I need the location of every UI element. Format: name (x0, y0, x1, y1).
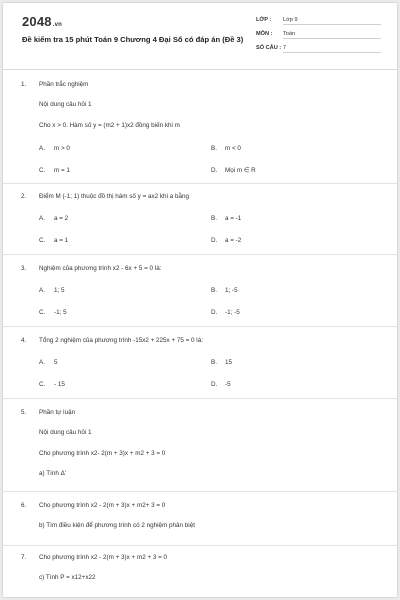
question-count-label: SỐ CÂU : (256, 45, 282, 51)
logo-suffix: .vn (52, 22, 63, 28)
option-c-text[interactable]: a = 1 (54, 237, 69, 244)
class-value: Lớp 9 (283, 17, 381, 25)
question-number: 3. (21, 265, 27, 272)
option-c-letter: C. (39, 167, 46, 174)
question-text: Cho phương trình x2- 2(m + 3)x + m2 + 3 = 0 (39, 450, 166, 457)
class-label: LỚP : (256, 17, 272, 23)
header-divider (3, 69, 397, 70)
exam-page (3, 3, 397, 597)
question-text: Tổng 2 nghiệm của phương trình -15x2 + 225x + 75 = 0 là: (39, 337, 203, 344)
option-b-text[interactable]: 15 (225, 359, 233, 366)
option-d-letter: D. (211, 167, 218, 174)
option-a-text[interactable]: 5 (54, 359, 58, 366)
subject-value: Toán (283, 31, 381, 39)
option-b-letter: B. (211, 359, 217, 366)
question-count-value: 7 (283, 45, 381, 53)
exam-header (3, 3, 397, 63)
question-part: c) Tính P = x12+x22 (39, 574, 96, 581)
subject-label: MÔN : (256, 31, 273, 37)
option-d-letter: D. (211, 237, 218, 244)
question-text: Điểm M (-1; 1) thuộc đồ thị hàm số y = ax2 khi a bằng (39, 193, 189, 200)
option-d-letter: D. (211, 381, 218, 388)
option-c-text[interactable]: m = 1 (54, 167, 70, 174)
option-d-text[interactable]: a = -2 (225, 237, 242, 244)
site-logo[interactable] (22, 14, 62, 29)
option-c-letter: C. (39, 381, 46, 388)
option-a-letter: A. (39, 145, 45, 152)
question-text: Cho x > 0. Hàm số y = (m2 + 1)x2 đồng biến khi m (39, 122, 180, 129)
option-b-letter: B. (211, 145, 217, 152)
option-a-text[interactable]: a = 2 (54, 215, 69, 222)
question-part: a) Tính Δ' (39, 470, 66, 477)
question-subtitle: Nội dung câu hỏi 1 (39, 101, 92, 108)
question-text: Cho phương trình x2 - 2(m + 3)x + m2+ 3 = 0 (39, 502, 166, 509)
option-c-text[interactable]: -1; 5 (54, 309, 67, 316)
option-c-letter: C. (39, 309, 46, 316)
question-number: 5. (21, 409, 27, 416)
question-number: 7. (21, 554, 27, 561)
option-c-text[interactable]: - 15 (54, 381, 65, 388)
question-divider (3, 326, 397, 327)
question-divider (3, 254, 397, 255)
option-b-text[interactable]: a = -1 (225, 215, 242, 222)
option-a-letter: A. (39, 287, 45, 294)
option-a-letter: A. (39, 359, 45, 366)
option-a-text[interactable]: m > 0 (54, 145, 70, 152)
section-heading: Phần tự luận (39, 409, 76, 416)
question-divider (3, 545, 397, 546)
question-text: Cho phương trình x2 - 2(m + 3)x + m2 + 3 = 0 (39, 554, 168, 561)
section-heading: Phần trắc nghiệm (39, 81, 89, 88)
option-d-text[interactable]: -1; -5 (225, 309, 240, 316)
exam-title: Đề kiểm tra 15 phút Toán 9 Chương 4 Đại Số có đáp án (Đề 3) (22, 35, 244, 44)
question-number: 1. (21, 81, 27, 88)
question-divider (3, 183, 397, 184)
question-divider (3, 491, 397, 492)
question-number: 6. (21, 502, 27, 509)
option-b-letter: B. (211, 215, 217, 222)
option-d-text[interactable]: -5 (225, 381, 231, 388)
option-b-text[interactable]: m < 0 (225, 145, 241, 152)
option-b-text[interactable]: 1; -5 (225, 287, 238, 294)
option-d-text[interactable]: Mọi m ∈ R (225, 167, 256, 174)
logo-main: 2048 (22, 14, 52, 29)
option-d-letter: D. (211, 309, 218, 316)
question-text: Nghiệm của phương trình x2 - 6x + 5 = 0 là: (39, 265, 162, 272)
question-part: b) Tìm điều kiện để phương trình có 2 nghiệm phân biệt (39, 522, 195, 529)
question-number: 4. (21, 337, 27, 344)
option-c-letter: C. (39, 237, 46, 244)
question-divider (3, 398, 397, 399)
option-a-letter: A. (39, 215, 45, 222)
question-subtitle: Nội dung câu hỏi 1 (39, 429, 92, 436)
option-b-letter: B. (211, 287, 217, 294)
question-number: 2. (21, 193, 27, 200)
option-a-text[interactable]: 1; 5 (54, 287, 65, 294)
